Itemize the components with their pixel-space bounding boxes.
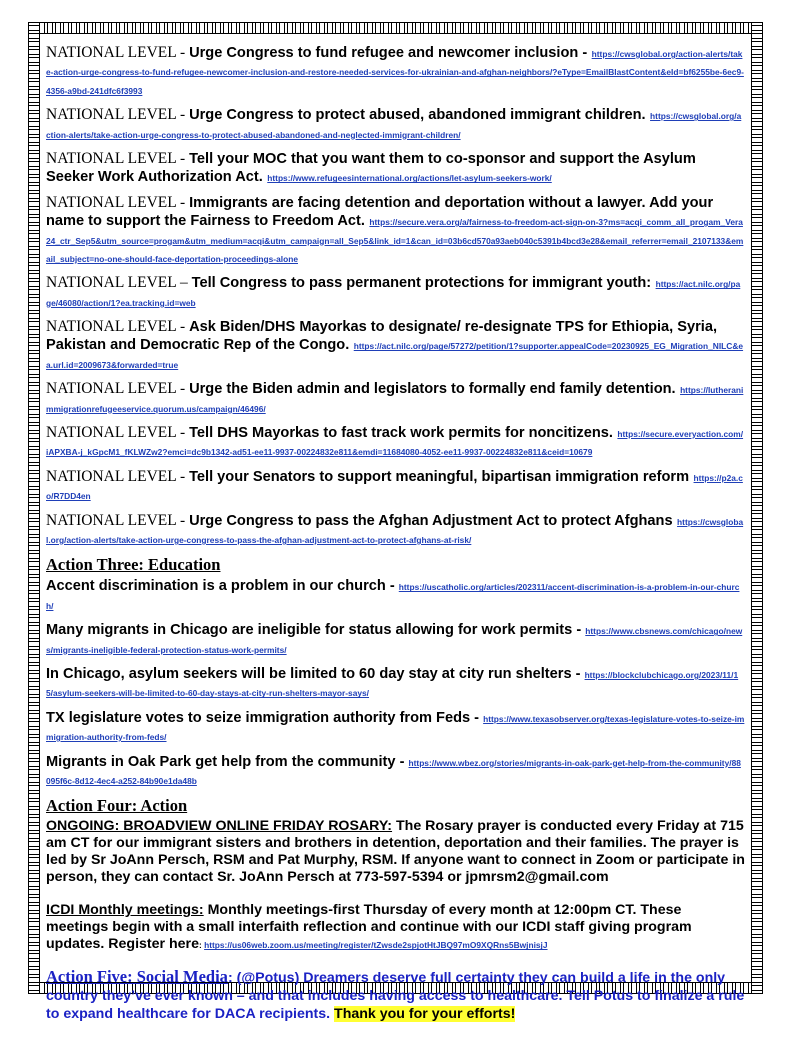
- icdi-label: ICDI Monthly meetings:: [46, 902, 204, 919]
- national-level-prefix: NATIONAL LEVEL -: [46, 424, 190, 442]
- national-item: [46, 274, 745, 311]
- rosary-label: ONGOING: BROADVIEW ONLINE FRIDAY ROSARY:: [46, 818, 393, 835]
- education-item-separator: -: [395, 753, 409, 770]
- education-item-separator: -: [571, 665, 585, 682]
- border-top: [28, 22, 763, 34]
- national-level-prefix: NATIONAL LEVEL -: [46, 193, 190, 211]
- border-right: [751, 22, 763, 994]
- education-item-link[interactable]: https://uscatholic.org/articles/202311/accent-discrimination-is-a-problem-in-our-church/: [46, 582, 740, 611]
- education-item-heading: Accent discrimination is a problem in our church: [46, 578, 386, 595]
- education-item-separator: -: [470, 709, 484, 726]
- education-item: [46, 577, 745, 614]
- national-item-heading: Urge Congress to pass the Afghan Adjustment Act to protect Afghans: [189, 512, 673, 529]
- education-item-separator: -: [572, 622, 586, 639]
- national-item-link[interactable]: https://cwsglobal.org/action-alerts/take-action-urge-congress-to-fund-refugee-newcomer-inclusion-and-restore-needed-services-for-ukrainian-and-afghan-neighbors/?eType=EmailBlastContent&eId=bf6255be-6ec9-4356-a9bd-241dfc6f3993: [46, 49, 744, 96]
- action-five-title: Action Five: Social Media: [46, 966, 228, 986]
- national-level-prefix: NATIONAL LEVEL -: [46, 44, 190, 61]
- national-item-heading: Urge Congress to fund refugee and newcomer inclusion -: [189, 45, 588, 61]
- icdi-text: Monthly meetings-first Thursday of every month at 12:00pm CT. These meetings begin with a small interfaith reflection and continue with our ICDI staff giving program updates. Register here: [46, 902, 692, 953]
- education-item-separator: -: [385, 578, 399, 595]
- national-level-prefix: NATIONAL LEVEL -: [46, 511, 190, 529]
- education-item: [46, 709, 745, 746]
- national-item: [46, 512, 745, 549]
- education-item-heading: Many migrants in Chicago are ineligible for status allowing for work permits: [46, 622, 573, 639]
- action-three-title: Action Three: Education: [46, 555, 221, 575]
- national-item: [46, 318, 745, 373]
- national-item: [46, 194, 745, 268]
- national-item-link[interactable]: https://secure.vera.org/a/fairness-to-freedom-act-sign-on-3?ms=acqi_comm_all_progam_Vera24_ctr_Sep5&utm_source=progam&utm_medium=acqi&utm_campaign=all_Sep5&link_id=1&can_id=03b6cd570a93aeb040c5391b4bcd3e28&email_referrer=email_2107133&email_subject=no-one-should-face-deportation-proceedings-alone: [46, 217, 744, 264]
- national-item-heading: Tell your Senators to support meaningful, bipartisan immigration reform: [189, 468, 690, 485]
- national-item-heading: Tell DHS Mayorkas to fast track work permits for noncitizens.: [189, 425, 613, 442]
- national-level-list: [46, 44, 745, 548]
- national-item-heading: Ask Biden/DHS Mayorkas to designate/ re-designate TPS for Ethiopia, Syria, Pakistan and Democratic Rep of the Congo.: [46, 319, 718, 354]
- national-item: [46, 44, 745, 99]
- thank-you-highlight: Thank you for your efforts!: [334, 1005, 516, 1022]
- document-body: [46, 44, 745, 1037]
- border-left: [28, 22, 40, 994]
- education-item: [46, 621, 745, 658]
- national-item-link[interactable]: https://p2a.co/R7DD4en: [46, 472, 743, 502]
- national-item: [46, 468, 745, 505]
- national-item-heading: Immigrants are facing detention and deportation without a lawyer. Add your name to support the Fairness to Freedom Act.: [46, 194, 714, 230]
- national-level-prefix: NATIONAL LEVEL –: [46, 274, 192, 292]
- national-item-link[interactable]: https://cwsglobal.org/action-alerts/take-action-urge-congress-to-pass-the-afghan-adjustment-act-to-protect-afghans-at-risk/: [46, 516, 744, 545]
- education-item-link[interactable]: https://www.texasobserver.org/texas-legislature-votes-to-seize-immigration-authority-from-feds/: [46, 713, 745, 743]
- national-item-heading: Tell Congress to pass permanent protections for immigrant youth:: [191, 275, 652, 292]
- education-item-link[interactable]: https://blockclubchicago.org/2023/11/15/asylum-seekers-will-be-limited-to-60-day-stays-at-city-run-shelters-mayor-says/: [46, 669, 739, 699]
- national-item-heading: Tell your MOC that you want them to co-sponsor and support the Asylum Seeker Work Authorization Act.: [46, 150, 696, 186]
- national-item: [46, 150, 745, 187]
- education-item-link[interactable]: https://www.cbsnews.com/chicago/news/migrants-ineligible-federal-protection-status-work-permits/: [46, 626, 743, 655]
- national-level-prefix: NATIONAL LEVEL -: [46, 467, 190, 485]
- national-item-link[interactable]: https://act.nilc.org/page/57272/petition/1?supporter.appealCode=20230925_EG_Migration_NILC&ea.url.id=2009673&forwarded=true: [46, 341, 744, 370]
- icdi-colon: :: [198, 940, 205, 951]
- education-item-link[interactable]: https://www.wbez.org/stories/migrants-in-oak-park-get-help-from-the-community/88095f6c-8d12-4ec4-a252-84b90e1da48b: [46, 757, 741, 786]
- social-media-paragraph: [46, 966, 745, 1024]
- education-item-heading: TX legislature votes to seize immigration authority from Feds: [46, 709, 471, 726]
- national-item: [46, 106, 745, 143]
- action-four-title: Action Four: Action: [46, 796, 188, 816]
- national-item-link[interactable]: https://www.refugeesinternational.org/actions/let-asylum-seekers-work/: [267, 173, 552, 184]
- rosary-text: The Rosary prayer is conducted every Friday at 715 am CT for our immigrant sisters and brothers in detention, deportation and their families. The prayer is led by Sr JoAnn Persch, RSM and Pat Murphy, RSM. If anyone want to connect in Zoom or participate in person, they can contact Sr. JoAnn Persch at 773-597-5394 or jpmrsm2@gmail.com: [46, 818, 745, 886]
- national-item-link[interactable]: https://act.nilc.org/page/46080/action/1?ea.tracking.id=web: [46, 279, 741, 308]
- social-media-text: : (@Potus) Dreamers deserve full certainty they can build a life in the only country they’ve ever known – and that includes having access to healthcare. Tell Potus to finalize a rule to expand healthcare for DACA recipients.: [46, 969, 745, 1022]
- national-item-heading: Urge Congress to protect abused, abandoned immigrant children.: [189, 107, 646, 124]
- national-item-heading: Urge the Biden admin and legislators to formally end family detention.: [189, 381, 676, 398]
- national-level-prefix: NATIONAL LEVEL -: [46, 318, 190, 336]
- national-item: [46, 380, 745, 417]
- national-item: [46, 424, 745, 461]
- icdi-register-link[interactable]: https://us06web.zoom.us/meeting/register/tZwsde2spjotHtJBQ97mO9XQRns5BwjnisjJ: [204, 940, 548, 951]
- national-item-link[interactable]: https://cwsglobal.org/action-alerts/take-action-urge-congress-to-protect-abused-abandoned-and-neglected-immigrant-children/: [46, 111, 742, 140]
- education-item-heading: In Chicago, asylum seekers will be limited to 60 day stay at city run shelters: [46, 665, 572, 682]
- education-list: [46, 577, 745, 789]
- education-item: [46, 753, 745, 790]
- national-item-link[interactable]: https://lutheranimmigrationrefugeeservice.quorum.us/campaign/46496/: [46, 385, 744, 414]
- national-item-link[interactable]: https://secure.everyaction.com/iAPXBA-j_kGpcM1_fKLWZw2?emci=dc9b1342-ad51-ee11-9937-00224832e811&emdi=11684080-4052-ee11-9937-00224832e811&ceid=10679: [46, 429, 744, 458]
- rosary-paragraph: [46, 818, 745, 886]
- national-level-prefix: NATIONAL LEVEL -: [46, 106, 190, 124]
- national-level-prefix: NATIONAL LEVEL -: [46, 380, 190, 398]
- icdi-paragraph: [46, 902, 745, 953]
- education-item: [46, 665, 745, 702]
- education-item-heading: Migrants in Oak Park get help from the community: [46, 753, 396, 770]
- national-level-prefix: NATIONAL LEVEL -: [46, 149, 190, 167]
